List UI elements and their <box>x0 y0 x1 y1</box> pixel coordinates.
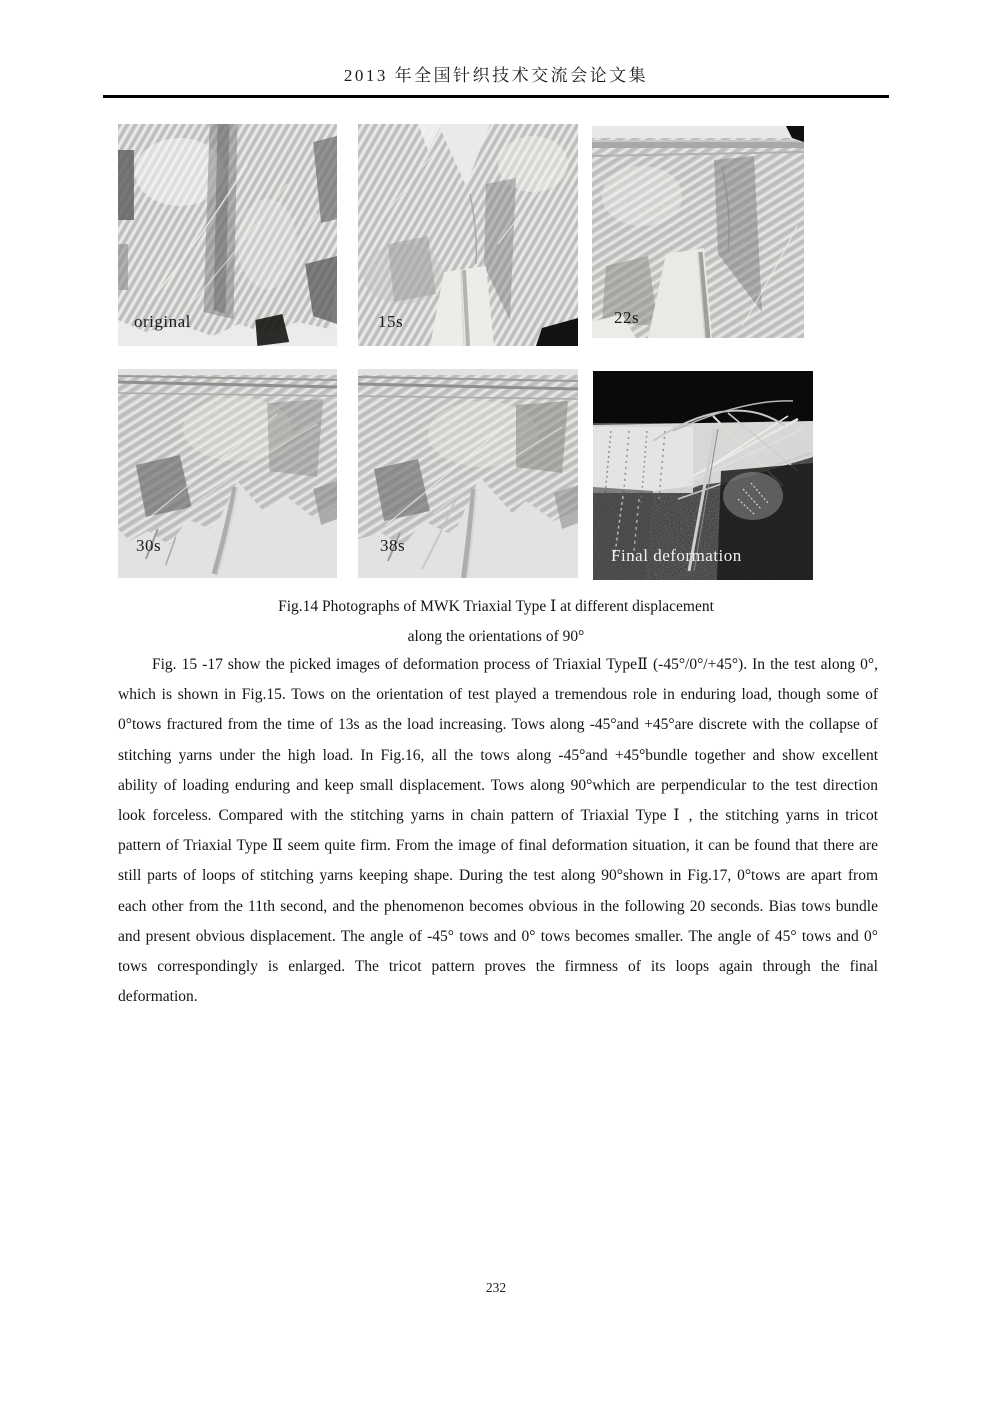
figure-caption <box>0 592 992 652</box>
photo-label-38s: 38s <box>380 536 406 555</box>
photo-15s <box>358 124 578 346</box>
photo-22s <box>592 126 804 338</box>
photo-final-deformation <box>593 371 813 580</box>
photo-original <box>118 124 337 346</box>
page-number: 232 <box>485 1280 507 1295</box>
photo-label-15s: 15s <box>378 312 404 331</box>
photo-38s <box>358 369 578 578</box>
photo-label-30s: 30s <box>136 536 162 555</box>
figure-caption-line2: along the orientations of 90° <box>407 628 585 645</box>
photo-30s <box>118 369 337 578</box>
header-title: 2013 年全国针织技术交流会论文集 <box>343 66 649 85</box>
header-rule <box>103 95 889 98</box>
photo-label-original: original <box>134 312 191 331</box>
figure-caption-line1: Fig.14 Photographs of MWK Triaxial Type Ⅰ at different displacement <box>278 598 714 615</box>
photo-22s-graphic <box>592 126 804 338</box>
body-paragraph: Fig. 15 -17 show the picked images of deformation process of Triaxial TypeⅡ (-45°/0°/+45°). In the test along 0°, which is shown in Fig.15. Tows on the orientation of test played a tremendous role in enduring load, though some of 0°tows fractured from the time of 13s as the load increasing. Tows along -45°and +45°are discrete with the collapse of stitching yarns under the high load. In Fig.16, all the tows along -45°and +45°bundle together and show excellent ability of loading enduring and keep small displacement. Tows along 90°which are perpendicular to the test direction look forceless. Compared with the stitching yarns in chain pattern of Triaxial Type Ⅰ , the stitching yarns in tricot pattern of Triaxial Type Ⅱ seem quite firm. From the image of final deformation situation, it can be found that there are still parts of loops of stitching yarns keeping shape. During the test along 90°shown in Fig.17, 0°tows are apart from each other from the 11th second, and the phenomenon becomes obvious in the following 20 seconds. Bias tows bundle and present obvious displacement. The angle of -45° tows and 0° tows becomes smaller. The angle of 45° tows and 0° tows correspondingly is enlarged. The tricot pattern proves the firmness of its loops again through the final deformation. <box>118 656 878 1006</box>
photo-label-final-deformation: Final deformation <box>611 546 742 565</box>
photo-label-22s: 22s <box>614 308 640 327</box>
